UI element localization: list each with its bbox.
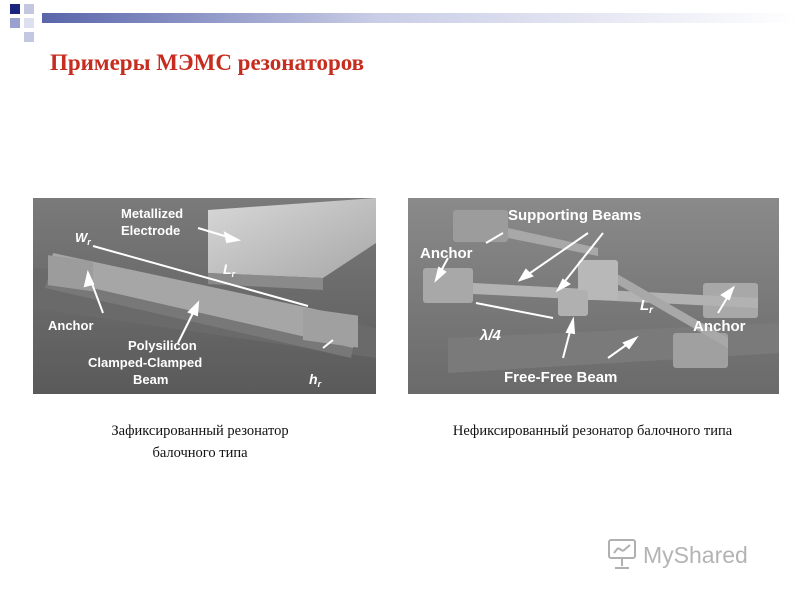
header-band bbox=[0, 0, 800, 42]
watermark-text: MyShared bbox=[643, 542, 748, 568]
anchor-label-right: Anchor bbox=[693, 318, 746, 335]
free-free-beam-sem-image bbox=[408, 198, 779, 394]
clamped-beam-sem-image bbox=[33, 198, 376, 394]
free-beam-label: Free-Free Beam bbox=[504, 369, 618, 386]
electrode-label-line1: Metallized bbox=[121, 206, 184, 221]
supporting-beams-label: Supporting Beams bbox=[508, 207, 642, 224]
quarter-wave-label: λ/4 bbox=[480, 327, 501, 344]
anchor-label-left: Anchor bbox=[420, 245, 473, 262]
left-caption-line1: Зафиксированный резонатор bbox=[111, 423, 289, 439]
right-caption: Нефиксированный резонатор балочного типа bbox=[452, 423, 733, 439]
length-label: $L_r$ bbox=[223, 261, 236, 279]
presentation-icon bbox=[609, 540, 635, 568]
slide-title: Примеры МЭМС резонаторов bbox=[50, 50, 365, 75]
beam-label-line2: Clamped-Clamped bbox=[88, 355, 203, 370]
beam-label-line1: Polysilicon bbox=[128, 338, 197, 353]
length-label-right: $L_r$ bbox=[640, 297, 654, 316]
left-caption bbox=[60, 420, 340, 464]
beam-label-line3: Beam bbox=[133, 372, 169, 387]
height-label: $h_r$ bbox=[309, 371, 322, 389]
anchor-label: Anchor bbox=[48, 318, 94, 333]
left-caption-line2: балочного типа bbox=[152, 445, 248, 461]
width-label: $W_r$ bbox=[75, 230, 91, 247]
electrode-label-line2: Electrode bbox=[121, 223, 181, 238]
anchor-shape-left bbox=[423, 268, 473, 303]
myshared-watermark bbox=[607, 536, 767, 572]
